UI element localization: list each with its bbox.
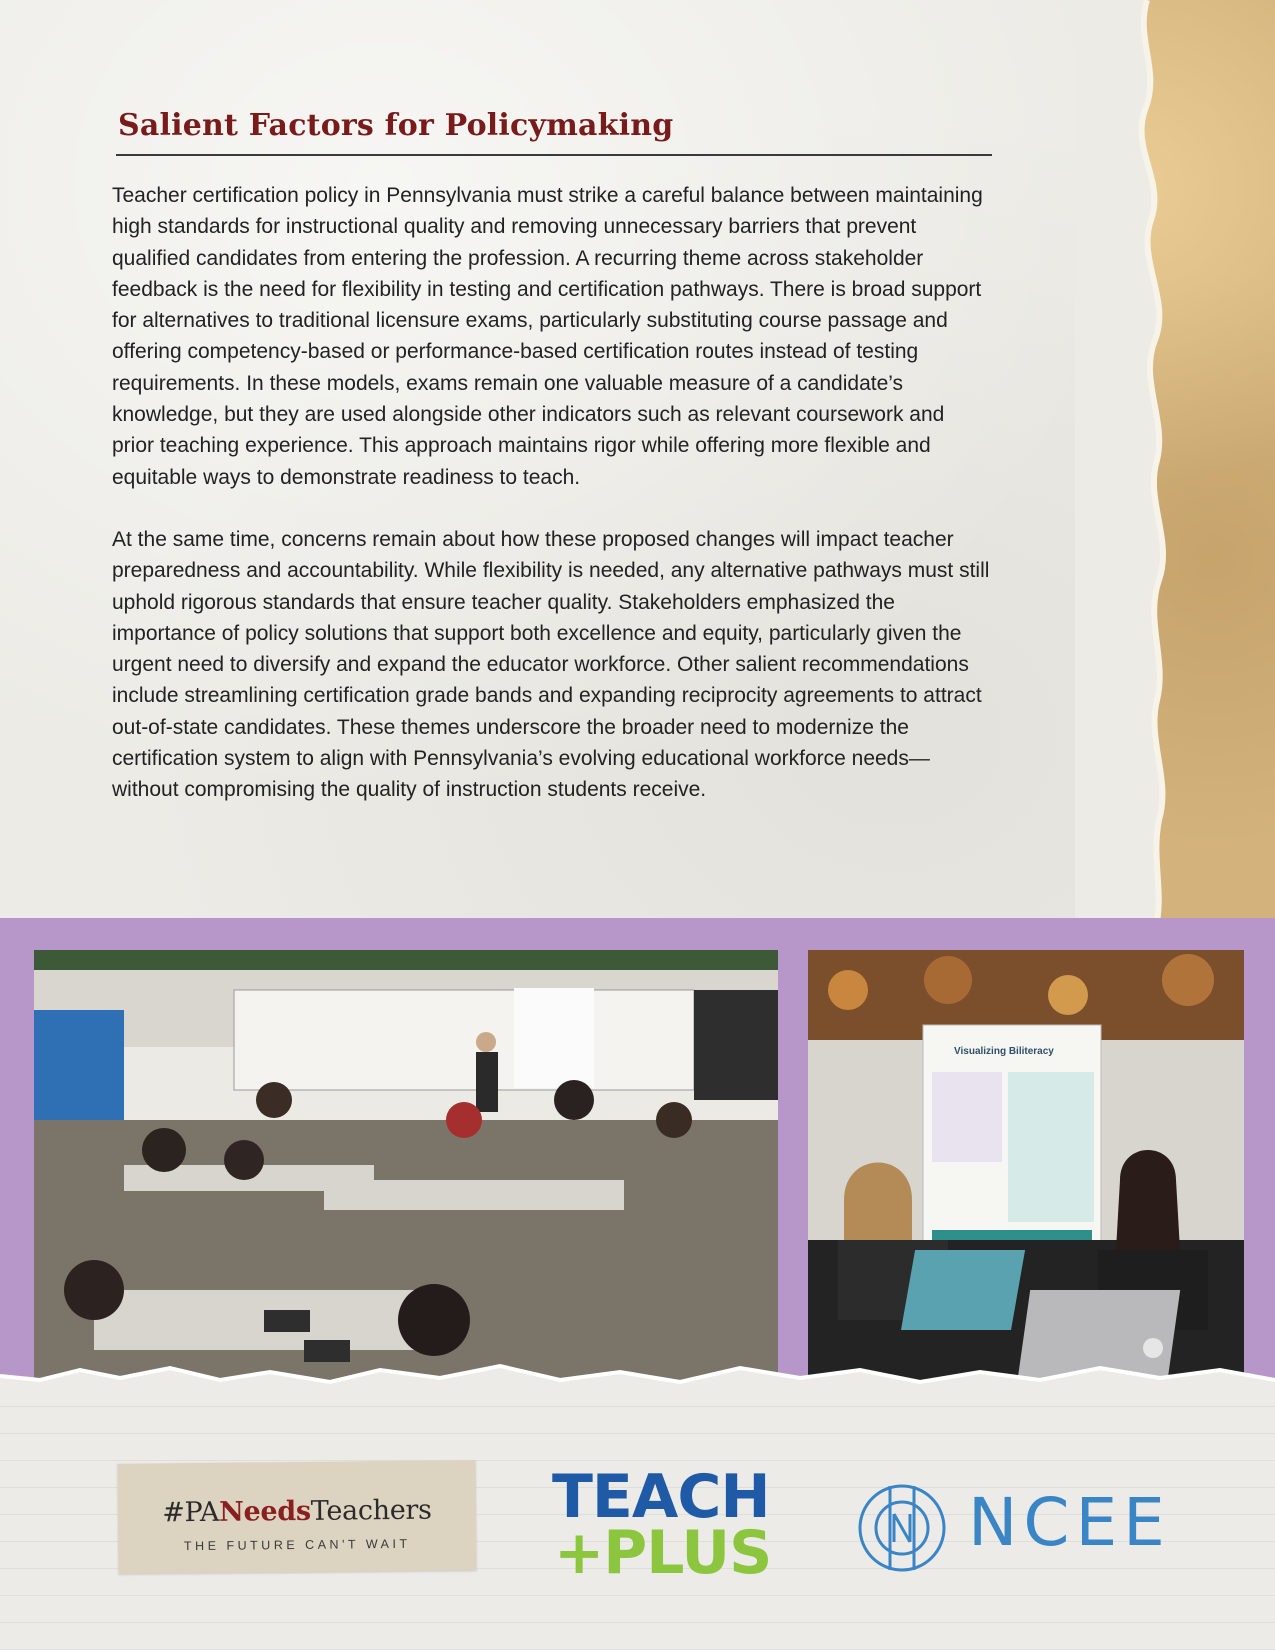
hashtag-prefix: #PA (162, 1496, 220, 1529)
hashtag-suffix: Teachers (310, 1494, 432, 1527)
teach-wordmark: TEACH (552, 1462, 770, 1532)
library-photo (808, 950, 1244, 1420)
kraft-paper-strip (1075, 0, 1275, 930)
hashtag-text (118, 1494, 476, 1529)
body-text (112, 180, 992, 837)
classroom-photo-overlay (34, 950, 778, 1390)
teach-plus-logo (552, 1462, 792, 1588)
plus-wordmark: +PLUS (554, 1518, 772, 1588)
title-divider (116, 154, 992, 156)
ncee-wordmark: NCEE (968, 1484, 1171, 1561)
hashtag-tagline: THE FUTURE CAN'T WAIT (183, 1536, 411, 1554)
paneedsteachers-logo (117, 1460, 476, 1574)
paragraph-1: Teacher certification policy in Pennsylvania must strike a careful balance between maintaining high standards for instructional quality and removing unnecessary barriers that prevent qualified candidates from entering the profession. A recurring theme across stakeholder feedback is the need for flexibility in testing and certification pathways. There is broad support for alternatives to traditional licensure exams, particularly substituting course passage and offering competency-based or performance-based certification routes instead of testing requirements. In these models, exams remain one valuable measure of a candidate’s knowledge, but they are used alongside other indicators such as relevant coursework and prior teaching experience. This approach maintains rigor while offering more flexible and equitable ways to demonstrate readiness to teach. (112, 184, 983, 489)
ncee-emblem-icon (852, 1478, 952, 1578)
hashtag-highlight: Needs (219, 1495, 311, 1528)
poster-title: Visualizing Biliteracy (954, 1046, 1054, 1057)
section-title: Salient Factors for Policymaking (118, 108, 674, 143)
paragraph-2: At the same time, concerns remain about how these proposed changes will impact teacher preparedness and accountability. While flexibility is needed, any alternative pathways must still uphold rigorous standards that ensure teacher quality. Stakeholders emphasized the importance of policy solutions that support both excellence and equity, particularly given the urgent need to diversify and expand the educator workforce. Other salient recommendations include streamlining certification grade bands and expanding reciprocity agreements to attract out-of-state candidates. These themes underscore the broader need to modernize the certification system to align with Pennsylvania’s evolving educational workforce needs—without compromising the quality of instruction students receive. (112, 527, 990, 802)
